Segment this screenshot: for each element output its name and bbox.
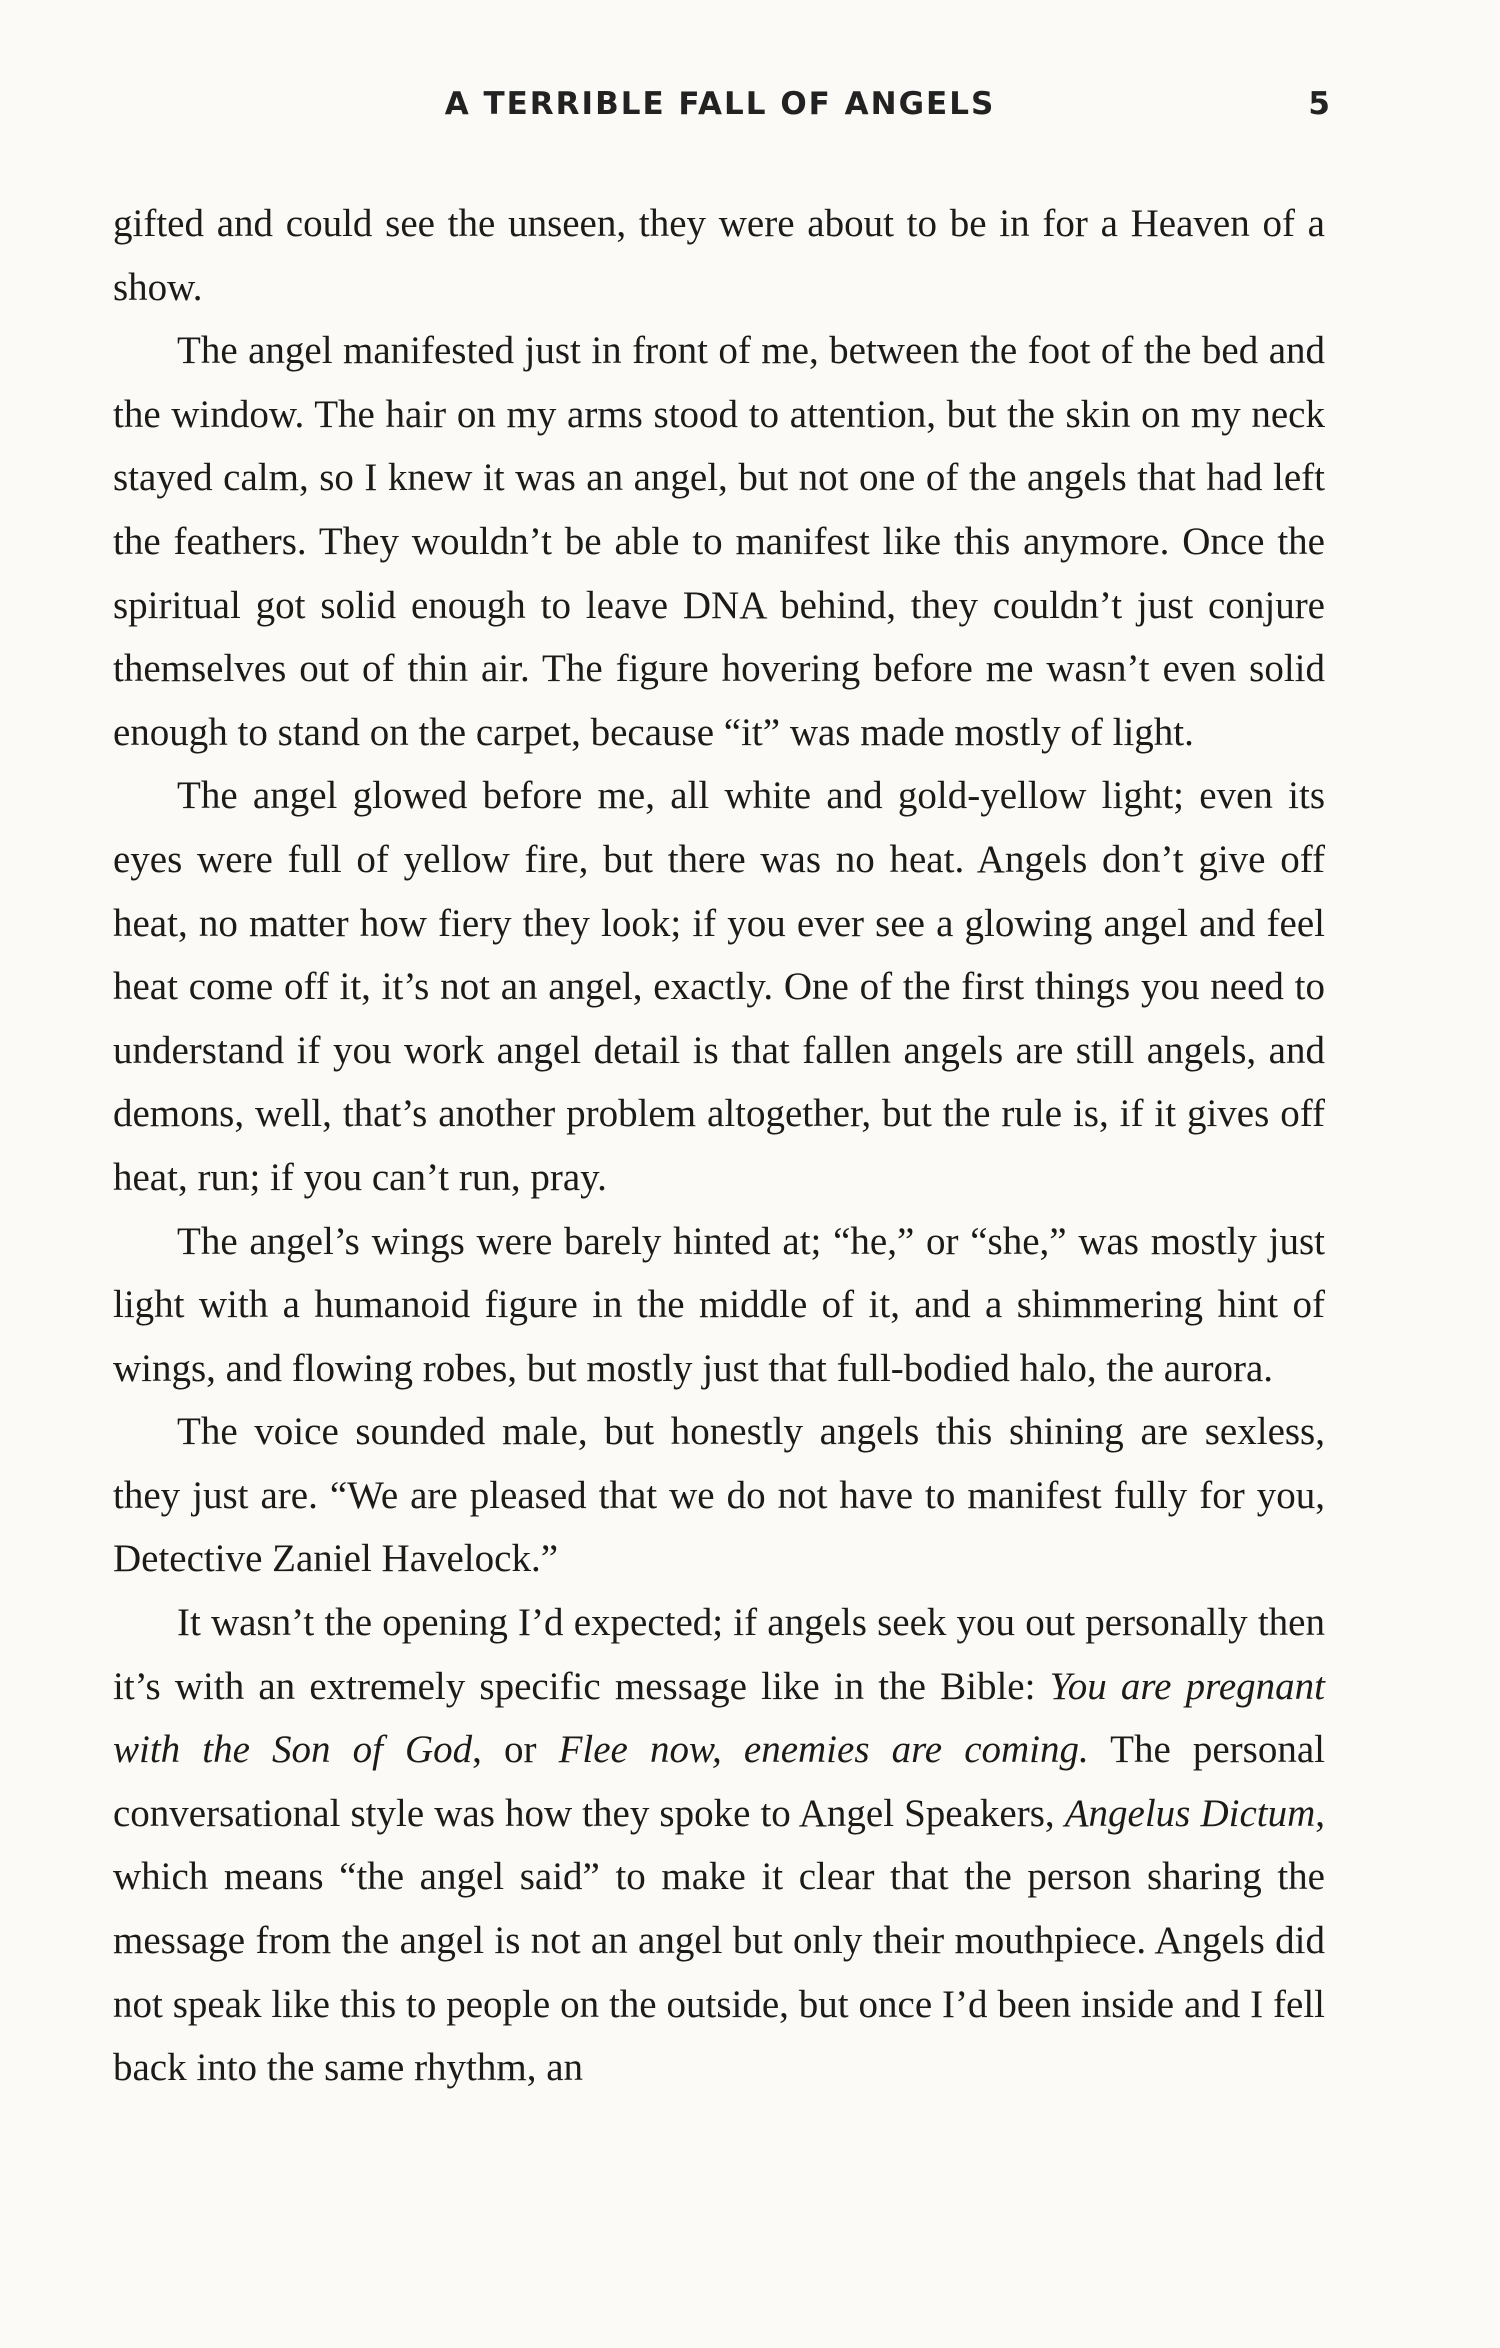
paragraph-1: gifted and could see the unseen, they were about to be in for a Heaven of a show. xyxy=(113,202,1325,309)
paragraph-5: The voice sounded male, but honestly angels this shining are sexless, they just are. “We are pleased that we do not have to manifest fully for you, Detective Zaniel Havelock.” xyxy=(113,1410,1325,1581)
paragraph-2: The angel manifested just in front of me, between the foot of the bed and the window. The hair on my arms stood to attention, but the skin on my neck stayed calm, so I knew it was an angel, but not one of the angels that had left the feathers. They wouldn’t be able to manifest like this anymore. Once the spiritual got solid enough to leave DNA behind, they couldn’t just conjure themselves out of thin air. The figure hovering before me wasn’t even solid enough to stand on the carpet, because “it” was made mostly of light. xyxy=(113,329,1325,754)
paragraph-6-text-2: , or xyxy=(472,1728,559,1772)
paragraph-6-italic-2: Flee now, enemies are coming. xyxy=(558,1728,1089,1772)
paragraph-6-text-1: It wasn’t the opening I’d expected; if angels seek you out personally then it’s with an extremely specific message like in the Bible: xyxy=(113,1601,1325,1708)
page-header xyxy=(110,86,1330,138)
paragraph-6-text-3: The personal conversational style was how they spoke to Angel Speakers, xyxy=(113,1728,1325,1835)
paragraph-6-text-4: , which means “the angel said” to make it clear that the person sharing the message from the angel is not an angel but only their mouthpiece. Angels did not speak like this to people on the outside, but once I’d been inside and I fell back into the same rhythm, an xyxy=(113,1791,1325,2090)
paragraph-6-italic-1: You are pregnant with the Son of God xyxy=(113,1664,1325,1772)
running-head: A TERRIBLE FALL OF ANGELS xyxy=(444,86,996,122)
paragraph-6-italic-3: Angelus Dictum xyxy=(1064,1791,1316,1835)
paragraph-6 xyxy=(113,1591,1325,2100)
page-number: 5 xyxy=(1308,86,1330,122)
body-text xyxy=(113,192,1325,2100)
paragraph-3: The angel glowed before me, all white and gold-yellow light; even its eyes were full of yellow fire, but there was no heat. Angels don’t give off heat, no matter how fiery they look; if you ever see a glowing angel and feel heat come off it, it’s not an angel, exactly. One of the first things you need to understand if you work angel detail is that fallen angels are still angels, and demons, well, that’s another problem altogether, but the rule is, if it gives off heat, run; if you can’t run, pray. xyxy=(113,774,1325,1199)
paragraph-4: The angel’s wings were barely hinted at; “he,” or “she,” was mostly just light with a humanoid figure in the middle of it, and a shimmering hint of wings, and flowing robes, but mostly just that full-bodied halo, the aurora. xyxy=(113,1219,1325,1390)
